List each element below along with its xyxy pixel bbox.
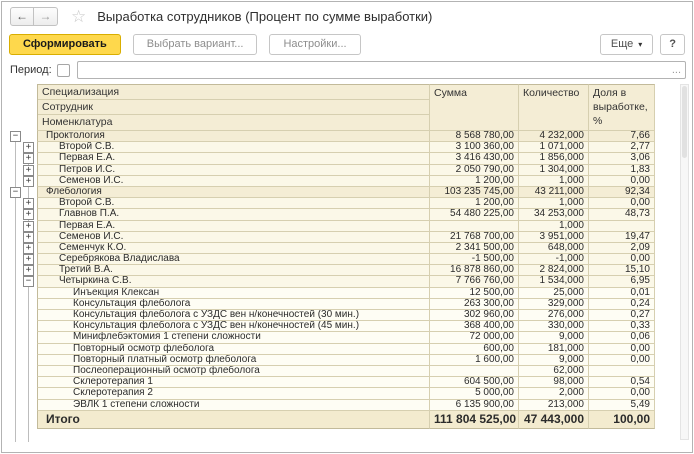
- forward-button[interactable]: [34, 7, 58, 26]
- quantity-cell: 181,000: [519, 344, 589, 355]
- total-sum-cell: 111 804 525,00: [430, 411, 519, 429]
- table-row[interactable]: [7, 198, 667, 209]
- sum-cell: 263 300,00: [430, 299, 519, 310]
- expand-group-icon[interactable]: +: [23, 142, 34, 153]
- share-cell: 19,47: [589, 232, 655, 243]
- name-cell: Третий В.А.: [37, 265, 430, 276]
- table-body: [7, 131, 667, 411]
- sum-cell: 368 400,00: [430, 321, 519, 332]
- name-cell: Петров И.С.: [37, 165, 430, 176]
- name-cell: ЭВЛК 1 степени сложности: [37, 400, 430, 411]
- chevron-down-icon: ▾: [638, 40, 643, 49]
- row-gutter: [7, 265, 37, 276]
- row-gutter: [7, 221, 37, 232]
- share-cell: 0,00: [589, 344, 655, 355]
- period-input[interactable]: [77, 61, 686, 79]
- report-spreadsheet: [7, 84, 667, 442]
- name-cell: Послеоперационный осмотр флеболога: [37, 366, 430, 377]
- share-cell: 2,09: [589, 243, 655, 254]
- quantity-cell: 3 951,000: [519, 232, 589, 243]
- row-gutter: [7, 288, 37, 299]
- name-cell: Главнов П.А.: [37, 209, 430, 220]
- name-cell: Второй С.В.: [37, 198, 430, 209]
- share-cell: [589, 221, 655, 232]
- share-cell: 1,83: [589, 165, 655, 176]
- name-cell: Склеротерапия 1: [37, 377, 430, 388]
- quantity-cell: 1 856,000: [519, 153, 589, 164]
- table-row[interactable]: [7, 165, 667, 176]
- row-gutter: [7, 187, 37, 198]
- period-filter-row: [2, 60, 692, 80]
- row-gutter: [7, 377, 37, 388]
- sum-cell: 54 480 225,00: [430, 209, 519, 220]
- table-row[interactable]: [7, 400, 667, 411]
- quantity-cell: 9,000: [519, 355, 589, 366]
- sum-cell: [430, 221, 519, 232]
- more-button-label: Еще: [610, 38, 634, 50]
- name-cell: Повторный платный осмотр флеболога: [37, 355, 430, 366]
- row-gutter: [7, 310, 37, 321]
- expand-group-icon[interactable]: +: [23, 153, 34, 164]
- row-gutter: [7, 142, 37, 153]
- name-cell: Инъекция Клексан: [37, 288, 430, 299]
- header-employee: Сотрудник: [38, 100, 429, 115]
- report-window: [1, 1, 693, 453]
- name-cell: Консультация флеболога с УЗДС вен н/конечностей (45 мин.): [37, 321, 430, 332]
- quantity-cell: 4 232,000: [519, 131, 589, 142]
- row-gutter: [7, 321, 37, 332]
- quantity-cell: 34 253,000: [519, 209, 589, 220]
- share-cell: 2,77: [589, 142, 655, 153]
- quantity-cell: 1 071,000: [519, 142, 589, 153]
- header-name-column: [37, 84, 430, 131]
- total-row[interactable]: [7, 411, 667, 429]
- table-row[interactable]: [7, 176, 667, 187]
- share-cell: 0,27: [589, 310, 655, 321]
- table-row[interactable]: [7, 377, 667, 388]
- table-row[interactable]: [7, 355, 667, 366]
- header-share: Доля в выработке, %: [589, 84, 655, 131]
- table-row[interactable]: [7, 310, 667, 321]
- table-row[interactable]: [7, 232, 667, 243]
- name-cell: Склеротерапия 2: [37, 388, 430, 399]
- row-gutter: [7, 299, 37, 310]
- expand-group-icon[interactable]: +: [23, 221, 34, 232]
- quantity-cell: 9,000: [519, 332, 589, 343]
- generate-button[interactable]: Сформировать: [9, 34, 121, 55]
- table-row[interactable]: [7, 276, 667, 287]
- name-cell: Семенчук К.О.: [37, 243, 430, 254]
- sum-cell: [430, 366, 519, 377]
- header-nomenclature: Номенклатура: [42, 116, 113, 128]
- quantity-cell: 1,000: [519, 198, 589, 209]
- table-header-row: [7, 84, 667, 131]
- report-toolbar: [2, 33, 692, 55]
- arrow-left-icon: ←: [16, 9, 28, 23]
- sum-cell: 12 500,00: [430, 288, 519, 299]
- sum-cell: 8 568 780,00: [430, 131, 519, 142]
- table-row[interactable]: [7, 254, 667, 265]
- sum-cell: 21 768 700,00: [430, 232, 519, 243]
- sum-cell: 5 000,00: [430, 388, 519, 399]
- table-row[interactable]: [7, 332, 667, 343]
- share-cell: 92,34: [589, 187, 655, 198]
- row-gutter: [7, 254, 37, 265]
- total-label-cell: Итого: [37, 411, 430, 429]
- name-cell: Проктология: [37, 131, 430, 142]
- row-gutter: [7, 232, 37, 243]
- choose-variant-button[interactable]: Выбрать вариант...: [133, 34, 258, 55]
- name-cell: Консультация флеболога с УЗДС вен н/конечностей (30 мин.): [37, 310, 430, 321]
- name-cell: Минифлебэктомия 1 степени сложности: [37, 332, 430, 343]
- collapse-group-icon[interactable]: −: [10, 187, 21, 198]
- share-cell: 0,06: [589, 332, 655, 343]
- quantity-cell: 276,000: [519, 310, 589, 321]
- quantity-cell: 329,000: [519, 299, 589, 310]
- nav-button-group: [10, 7, 58, 26]
- row-gutter: [7, 276, 37, 287]
- row-gutter: [7, 344, 37, 355]
- sum-cell: 600,00: [430, 344, 519, 355]
- period-checkbox[interactable]: [57, 64, 70, 77]
- period-choose-button[interactable]: ...: [671, 64, 681, 76]
- row-gutter: [7, 332, 37, 343]
- row-gutter: [7, 165, 37, 176]
- more-button[interactable]: [600, 34, 653, 55]
- table-row[interactable]: [7, 299, 667, 310]
- share-cell: 0,00: [589, 355, 655, 366]
- collapse-group-icon[interactable]: −: [23, 276, 34, 287]
- sum-cell: 2 341 500,00: [430, 243, 519, 254]
- row-gutter: [7, 153, 37, 164]
- quantity-cell: 2 824,000: [519, 265, 589, 276]
- name-cell: Второй С.В.: [37, 142, 430, 153]
- name-cell: Семенов И.С.: [37, 232, 430, 243]
- back-button[interactable]: [10, 7, 34, 26]
- sum-cell: 16 878 860,00: [430, 265, 519, 276]
- total-share-cell: 100,00: [589, 411, 655, 429]
- name-cell: Семенов И.С.: [37, 176, 430, 187]
- sum-cell: 3 416 430,00: [430, 153, 519, 164]
- name-cell: Серебрякова Владислава: [37, 254, 430, 265]
- expand-group-icon[interactable]: +: [23, 265, 34, 276]
- table-row[interactable]: [7, 344, 667, 355]
- row-gutter: [7, 400, 37, 411]
- quantity-cell: 25,000: [519, 288, 589, 299]
- vertical-scrollbar[interactable]: [680, 84, 689, 440]
- share-cell: 0,33: [589, 321, 655, 332]
- total-quantity-cell: 47 443,000: [519, 411, 589, 429]
- help-button[interactable]: ?: [660, 34, 685, 55]
- header-quantity: Количество: [519, 84, 589, 131]
- window-titlebar: [2, 2, 692, 30]
- expand-group-icon[interactable]: +: [23, 165, 34, 176]
- name-cell: Повторный осмотр флеболога: [37, 344, 430, 355]
- row-gutter: [7, 388, 37, 399]
- quantity-cell: 1 534,000: [519, 276, 589, 287]
- sum-cell: 72 000,00: [430, 332, 519, 343]
- share-cell: 5,49: [589, 400, 655, 411]
- quantity-cell: 1,000: [519, 176, 589, 187]
- sum-cell: 302 960,00: [430, 310, 519, 321]
- expand-group-icon[interactable]: +: [23, 176, 34, 187]
- share-cell: 0,01: [589, 288, 655, 299]
- quantity-cell: 213,000: [519, 400, 589, 411]
- quantity-cell: 62,000: [519, 366, 589, 377]
- quantity-cell: 43 211,000: [519, 187, 589, 198]
- expand-group-icon[interactable]: +: [23, 209, 34, 220]
- share-cell: 3,06: [589, 153, 655, 164]
- expand-group-icon[interactable]: +: [23, 198, 34, 209]
- group-panel-tail: [7, 429, 37, 442]
- name-cell: Четыркина С.В.: [37, 276, 430, 287]
- share-cell: 15,10: [589, 265, 655, 276]
- row-gutter: [7, 209, 37, 220]
- sum-cell: 3 100 360,00: [430, 142, 519, 153]
- sum-cell: 6 135 900,00: [430, 400, 519, 411]
- settings-button[interactable]: Настройки...: [269, 34, 360, 55]
- row-gutter: [7, 131, 37, 142]
- row-gutter: [7, 355, 37, 366]
- sum-cell: 1 200,00: [430, 198, 519, 209]
- table-row[interactable]: [7, 321, 667, 332]
- page-title: Выработка сотрудников (Процент по сумме выработки): [97, 8, 433, 24]
- share-cell: 0,00: [589, 176, 655, 187]
- share-cell: 0,00: [589, 254, 655, 265]
- sum-cell: 604 500,00: [430, 377, 519, 388]
- sum-cell: 1 200,00: [430, 176, 519, 187]
- share-cell: 6,95: [589, 276, 655, 287]
- sum-cell: 1 600,00: [430, 355, 519, 366]
- quantity-cell: -1,000: [519, 254, 589, 265]
- period-label: Период:: [10, 64, 52, 76]
- name-cell: Первая Е.А.: [37, 221, 430, 232]
- quantity-cell: 2,000: [519, 388, 589, 399]
- sum-cell: 7 766 760,00: [430, 276, 519, 287]
- quantity-cell: 648,000: [519, 243, 589, 254]
- share-cell: 48,73: [589, 209, 655, 220]
- table-row[interactable]: [7, 366, 667, 377]
- collapse-group-icon[interactable]: −: [10, 131, 21, 142]
- share-cell: 7,66: [589, 131, 655, 142]
- row-gutter: [7, 411, 37, 429]
- table-row[interactable]: [7, 288, 667, 299]
- name-cell: Первая Е.А.: [37, 153, 430, 164]
- expand-group-icon[interactable]: +: [23, 232, 34, 243]
- table-row[interactable]: [7, 265, 667, 276]
- table-row[interactable]: [7, 187, 667, 198]
- sum-cell: 103 235 745,00: [430, 187, 519, 198]
- name-cell: Консультация флеболога: [37, 299, 430, 310]
- scrollbar-thumb[interactable]: [682, 86, 687, 158]
- sum-cell: 2 050 790,00: [430, 165, 519, 176]
- row-gutter: [7, 198, 37, 209]
- share-cell: 0,24: [589, 299, 655, 310]
- share-cell: 0,00: [589, 388, 655, 399]
- table-row[interactable]: [7, 131, 667, 142]
- row-gutter: [7, 243, 37, 254]
- quantity-cell: 1,000: [519, 221, 589, 232]
- row-gutter: [7, 176, 37, 187]
- table-row[interactable]: [7, 221, 667, 232]
- group-panel-corner: [7, 84, 37, 131]
- favorites-star-icon[interactable]: ☆: [71, 6, 87, 26]
- header-sum: Сумма: [430, 84, 519, 131]
- row-gutter: [7, 366, 37, 377]
- table-row[interactable]: [7, 153, 667, 164]
- header-specialization: Специализация: [38, 85, 429, 100]
- table-row[interactable]: [7, 142, 667, 153]
- arrow-right-icon: →: [39, 9, 52, 23]
- share-cell: 0,54: [589, 377, 655, 388]
- share-cell: [589, 366, 655, 377]
- table-row[interactable]: [7, 209, 667, 220]
- quantity-cell: 1 304,000: [519, 165, 589, 176]
- quantity-cell: 98,000: [519, 377, 589, 388]
- table-row[interactable]: [7, 243, 667, 254]
- table-row[interactable]: [7, 388, 667, 399]
- sum-cell: -1 500,00: [430, 254, 519, 265]
- name-cell: Флебология: [37, 187, 430, 198]
- expand-group-icon[interactable]: +: [23, 254, 34, 265]
- share-cell: 0,00: [589, 198, 655, 209]
- quantity-cell: 330,000: [519, 321, 589, 332]
- expand-group-icon[interactable]: +: [23, 243, 34, 254]
